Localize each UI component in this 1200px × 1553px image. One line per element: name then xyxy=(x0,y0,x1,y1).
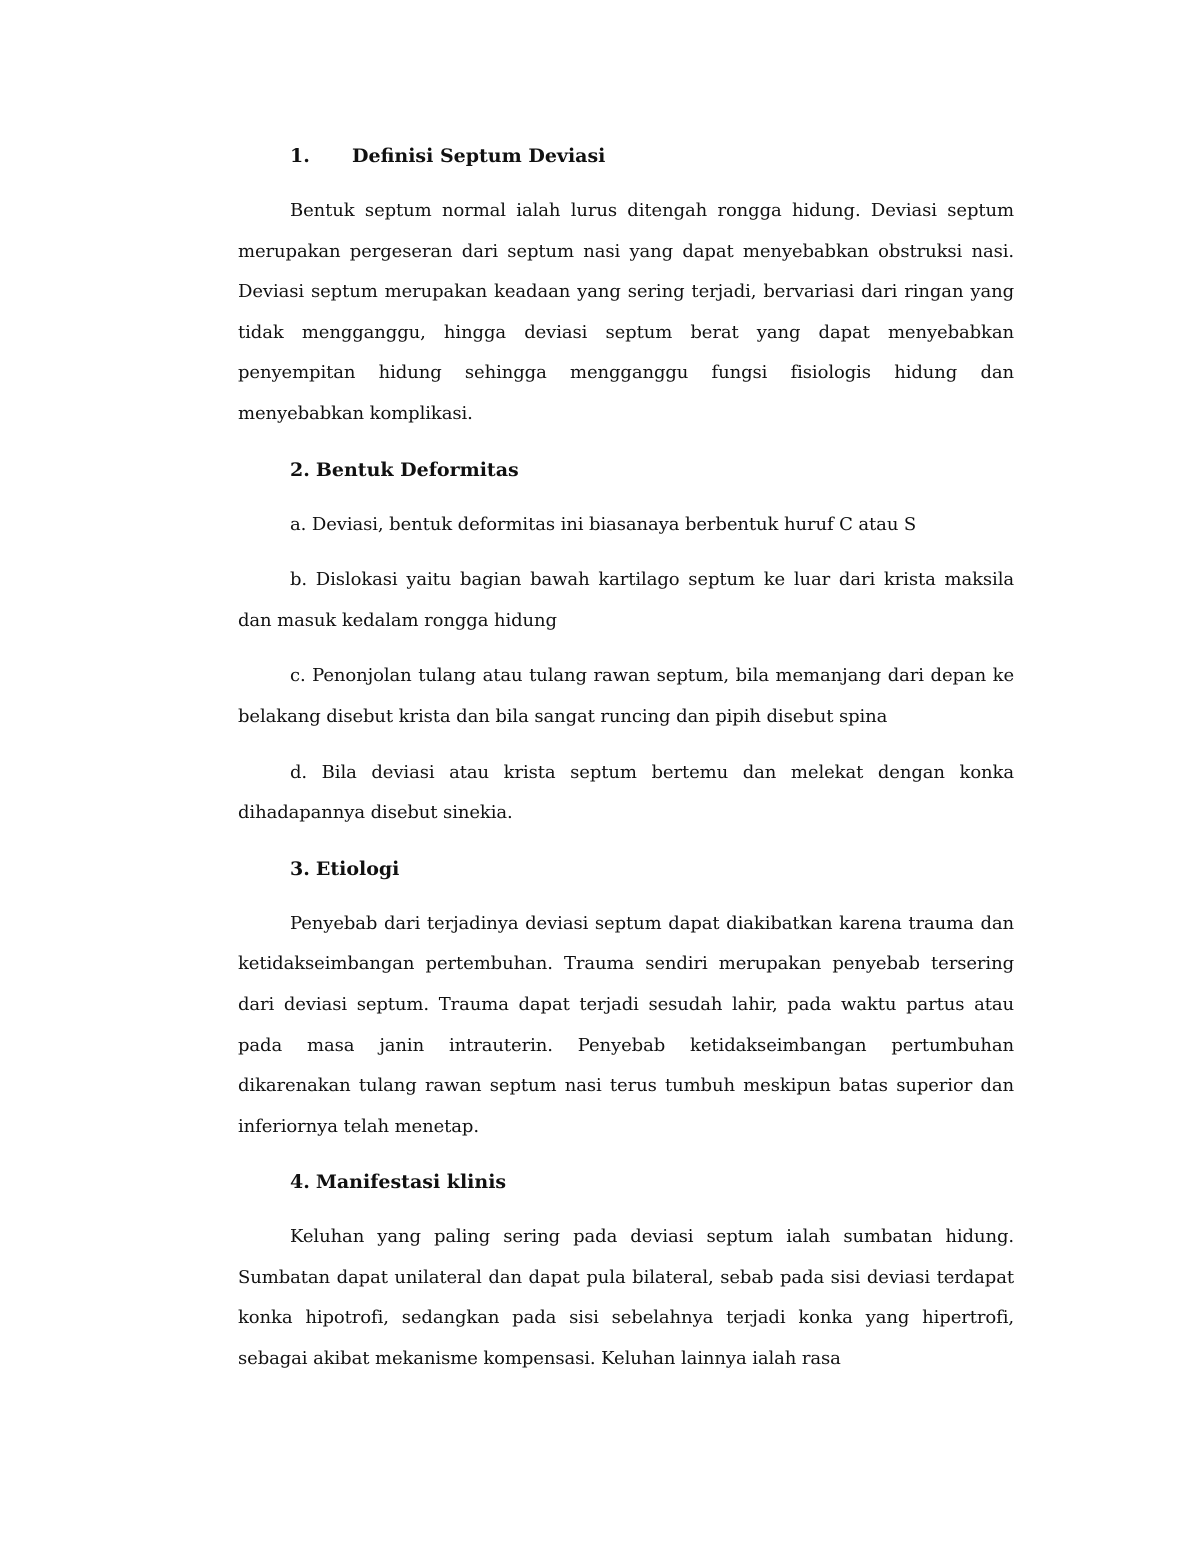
section-heading xyxy=(290,136,1014,177)
section-number: 1. xyxy=(290,145,310,167)
section-heading xyxy=(290,1162,1014,1203)
paragraph: Bentuk septum normal ialah lurus ditengah rongga hidung. Deviasi septum merupakan pergeseran dari septum nasi yang dapat menyebabkan obstruksi nasi. Deviasi septum merupakan keadaan yang sering terjadi, bervariasi dari ringan yang tidak mengganggu, hingga deviasi septum berat yang dapat menyebabkan penyempitan hidung sehingga mengganggu fungsi fisiologis hidung dan menyebabkan komplikasi. xyxy=(238,200,1014,424)
section-number: 2. xyxy=(290,458,310,481)
document-page xyxy=(238,136,1014,1395)
section-title: Etiologi xyxy=(315,857,400,880)
list-item: d. Bila deviasi atau krista septum bertemu dan melekat dengan konka dihadapannya disebut sinekia. xyxy=(238,761,1014,824)
section-number: 3. xyxy=(290,857,310,880)
section-title: Bentuk Deformitas xyxy=(315,458,519,481)
list-item: a. Deviasi, bentuk deformitas ini biasanaya berbentuk huruf C atau S xyxy=(290,513,917,535)
list-item: c. Penonjolan tulang atau tulang rawan septum, bila memanjang dari depan ke belakang disebut krista dan bila sangat runcing dan pipih disebut spina xyxy=(238,665,1014,727)
section-title: Manifestasi klinis xyxy=(315,1171,507,1194)
paragraph: Keluhan yang paling sering pada deviasi septum ialah sumbatan hidung. Sumbatan dapat unilateral dan dapat pula bilateral, sebab pada sisi deviasi terdapat konka hipotrofi, sedangkan pada sisi sebelahnya terjadi konka yang hipertrofi, sebagai akibat mekanisme kompensasi. Keluhan lainnya ialah rasa xyxy=(238,1226,1014,1370)
section-title: Definisi Septum Deviasi xyxy=(352,145,606,167)
list-item: b. Dislokasi yaitu bagian bawah kartilago septum ke luar dari krista maksila dan masuk kedalam rongga hidung xyxy=(238,569,1014,631)
paragraph: Penyebab dari terjadinya deviasi septum dapat diakibatkan karena trauma dan ketidakseimbangan pertembuhan. Trauma sendiri merupakan penyebab tersering dari deviasi septum. Trauma dapat terjadi sesudah lahir, pada waktu partus atau pada masa janin intrauterin. Penyebab ketidakseimbangan pertumbuhan dikarenakan tulang rawan septum nasi terus tumbuh meskipun batas superior dan inferiornya telah menetap. xyxy=(238,912,1014,1137)
section-heading xyxy=(290,849,1014,890)
section-heading xyxy=(290,450,1014,491)
section-number: 4. xyxy=(290,1171,310,1194)
